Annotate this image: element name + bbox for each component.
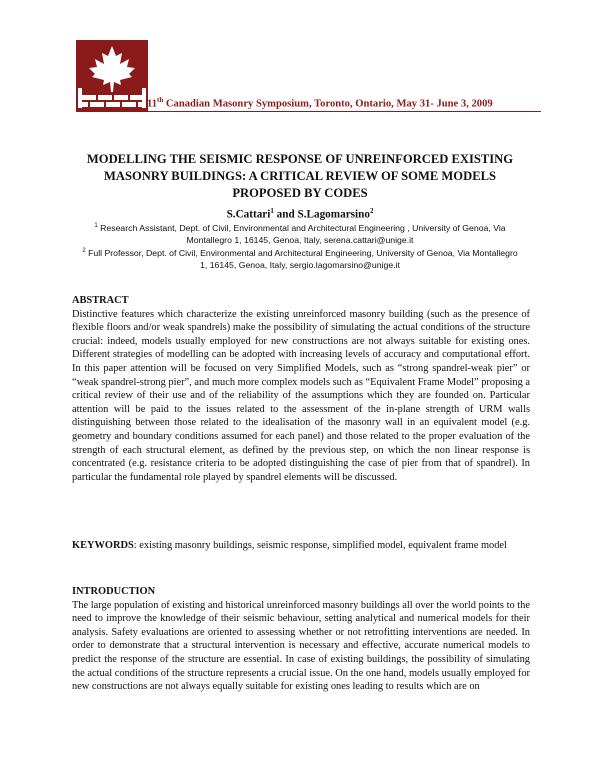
abstract-heading: ABSTRACT bbox=[72, 295, 129, 306]
conference-name: Canadian Masonry Symposium, Toronto, Ontario, May 31- June 3, 2009 bbox=[163, 98, 493, 110]
affiliation-2-text: Full Professor, Dept. of Civil, Environmental and Architectural Engineering, University of Genoa, Via Montallegro 1, 16145, Genoa, Italy, sergio.lagomarsino@unige.it bbox=[85, 247, 518, 270]
author-1-mark: 1 bbox=[270, 207, 274, 215]
introduction-section bbox=[72, 585, 530, 694]
author-connector: and bbox=[273, 208, 298, 221]
abstract-text: Distinctive features which characterize the existing unreinforced masonry building (such as the presence of flexible floors and/or weak spandrels) make the possibility of simulating the actual conditions of the structure crucial: indeed, models usually employed for new constructions are not always suitable for existing ones. Different strategies of modelling can be adopted with increasing levels of accuracy and computational effort. In this paper attention will be focused on very Simplified Models, such as “strong spandrel-weak pier” or “weak spandrel-strong pier”, and much more complex models such as “Equivalent Frame Model” proposing a critical review of their use and of the reliability of the assumptions which they are founded on. Particular attention will be paid to the issues related to the assessment of the in-plane strength of URM walls distinguishing between those related to the idealisation of the masonry wall in an equivalent model (e.g. geometry and boundary conditions assumed for each panel) and those related to the proper evaluation of the strength of each structural element, as defined by the previous step, on which the non linear response is concentrated (e.g. resistance criteria to be adopted distinguishing the case of pier from that of spandrel). In particular the fundamental role played by spandrel elements will be discussed. bbox=[72, 308, 530, 483]
keywords-section bbox=[72, 539, 530, 553]
keywords-paragraph bbox=[72, 539, 530, 553]
author-2-mark: 2 bbox=[369, 207, 374, 215]
introduction-heading: INTRODUCTION bbox=[72, 586, 156, 597]
abstract-section bbox=[72, 294, 530, 484]
paper-title: MODELLING THE SEISMIC RESPONSE OF UNREINFORCED EXISTING MASONRY BUILDINGS: A CRITICAL REVIEW OF SOME MODELS PROPOSED BY CODES bbox=[86, 152, 514, 200]
author-line bbox=[70, 207, 530, 221]
header-rule bbox=[147, 111, 541, 112]
conference-header bbox=[147, 96, 547, 110]
affiliation-2-mark: 2 bbox=[82, 248, 86, 254]
author-1: S.Cattari bbox=[226, 208, 271, 221]
conference-number: 11 bbox=[147, 98, 158, 110]
affiliation-1-text: Research Assistant, Dept. of Civil, Environmental and Architectural Engineering , University of Genoa, Via Montallegro 1, 16145, Genoa, Italy, serena.cattari@unige.it bbox=[97, 222, 506, 245]
conference-number-suffix: th bbox=[157, 96, 164, 104]
affiliation-2 bbox=[78, 245, 522, 271]
affiliation-1-mark: 1 bbox=[94, 223, 98, 229]
author-2: S.Lagomarsino bbox=[297, 208, 370, 221]
keywords-text: : existing masonry buildings, seismic response, simplified model, equivalent frame model bbox=[133, 540, 507, 551]
introduction-text: The large population of existing and historical unreinforced masonry buildings all over the world points to the need to improve the knowledge of their seismic behaviour, setting analytical and numerical models for their analysis. Safety evaluations are oriented to assessing whether or not retrofitting interventions are needed. In order to demonstrate that a structural intervention is necessary and effective, accurate numerical models to predict the response of the structure are essential. In case of existing buildings, the possibility of simulating the actual conditions of the structure represents a crucial issue. On the one hand, models usually employed for new constructions are not always equally suitable for existing ones leading to results which are on bbox=[72, 599, 530, 693]
keywords-label: KEYWORDS bbox=[72, 540, 134, 551]
affiliation-1 bbox=[78, 220, 522, 246]
maple-leaf-masonry-logo-icon bbox=[76, 40, 148, 112]
